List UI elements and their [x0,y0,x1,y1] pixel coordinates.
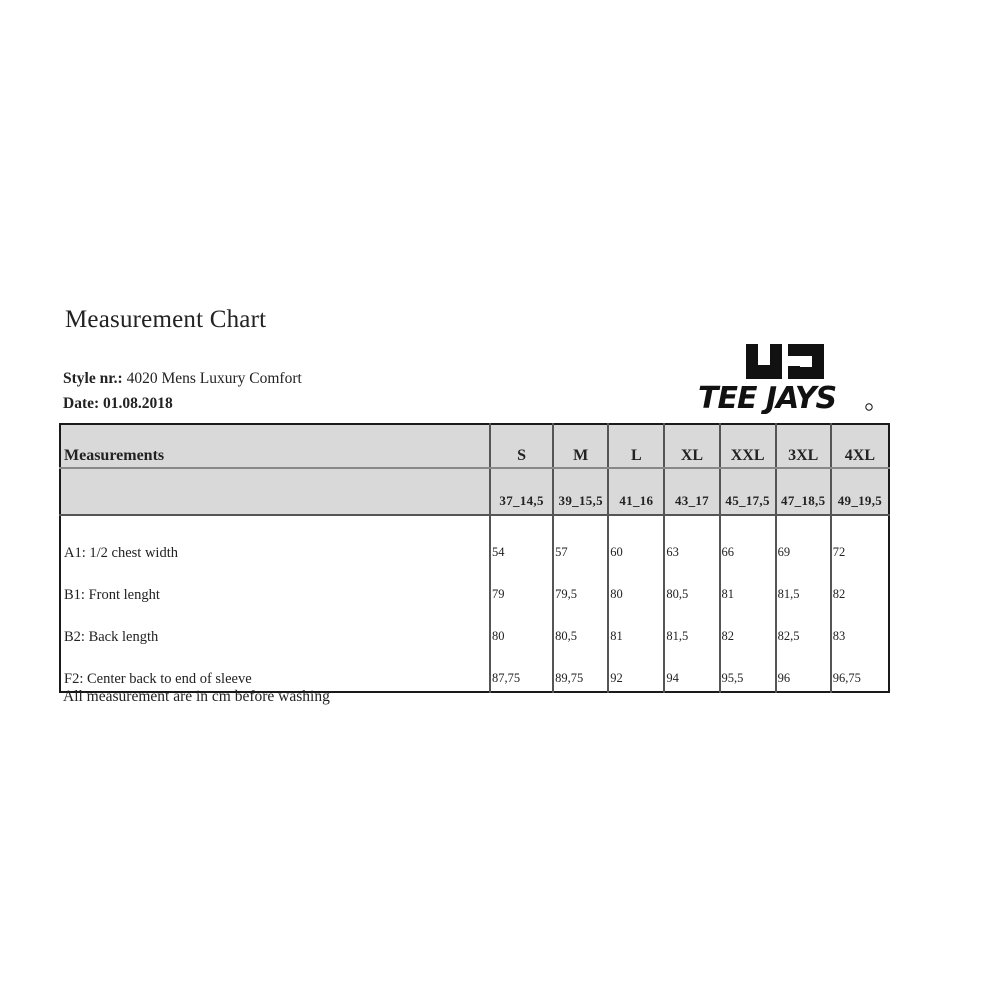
cell-value: 89,75 [553,649,608,692]
cell-value: 54 [490,515,553,565]
size-code: 39_15,5 [553,468,608,515]
size-header: L [608,424,664,468]
cell-value: 80 [608,565,664,607]
cell-value: 87,75 [490,649,553,692]
cell-value: 72 [831,515,889,565]
row-label: F2: Center back to end of sleeve [64,671,252,687]
cell-value: 80 [490,607,553,649]
cell-value: 57 [553,515,608,565]
style-number [63,370,302,388]
cell-value: 95,5 [720,649,776,692]
style-label: Style nr.: [63,370,123,387]
cell-value: 80,5 [664,565,719,607]
row-label: B2: Back length [64,629,159,645]
size-code-blank [60,468,490,515]
cell-value: 79,5 [553,565,608,607]
cell-value: 82 [831,565,889,607]
cell-value: 60 [608,515,664,565]
size-code: 49_19,5 [831,468,889,515]
cell-value: 96,75 [831,649,889,692]
table-row [60,515,889,565]
cell-value: 81,5 [664,607,719,649]
cell-value: 82 [720,607,776,649]
size-header: 3XL [776,424,831,468]
measurement-table [59,423,890,693]
size-code-row [60,468,889,515]
table-row [60,565,889,607]
cell-value: 81 [720,565,776,607]
size-header: XL [664,424,719,468]
cell-value: 81,5 [776,565,831,607]
cell-value: 79 [490,565,553,607]
logo-graphic [696,344,876,414]
measurement-note: All measurement are in cm before washing [63,688,330,705]
size-code: 45_17,5 [720,468,776,515]
size-header: M [553,424,608,468]
size-header: 4XL [831,424,889,468]
size-code: 47_18,5 [776,468,831,515]
size-header: XXL [720,424,776,468]
size-code: 41_16 [608,468,664,515]
table-row [60,649,889,692]
cell-value: 81 [608,607,664,649]
cell-value: 82,5 [776,607,831,649]
page-title: Measurement Chart [65,306,267,333]
size-code: 37_14,5 [490,468,553,515]
cell-value: 69 [776,515,831,565]
cell-value: 83 [831,607,889,649]
tee-jays-logo [696,344,876,414]
cell-value: 80,5 [553,607,608,649]
cell-value: 92 [608,649,664,692]
cell-value: 94 [664,649,719,692]
size-header: S [490,424,553,468]
size-code: 43_17 [664,468,719,515]
cell-value: 63 [664,515,719,565]
date-line: Date: 01.08.2018 [63,395,173,412]
row-label: A1: 1/2 chest width [64,545,178,561]
cell-value: 66 [720,515,776,565]
cell-value: 96 [776,649,831,692]
size-header-row [60,424,889,468]
logo-wordmark: TEE JAYS [698,381,837,414]
table-row [60,607,889,649]
row-label: B1: Front lenght [64,587,160,603]
style-value: 4020 Mens Luxury Comfort [126,370,302,387]
measurements-header: Measurements [60,424,490,468]
